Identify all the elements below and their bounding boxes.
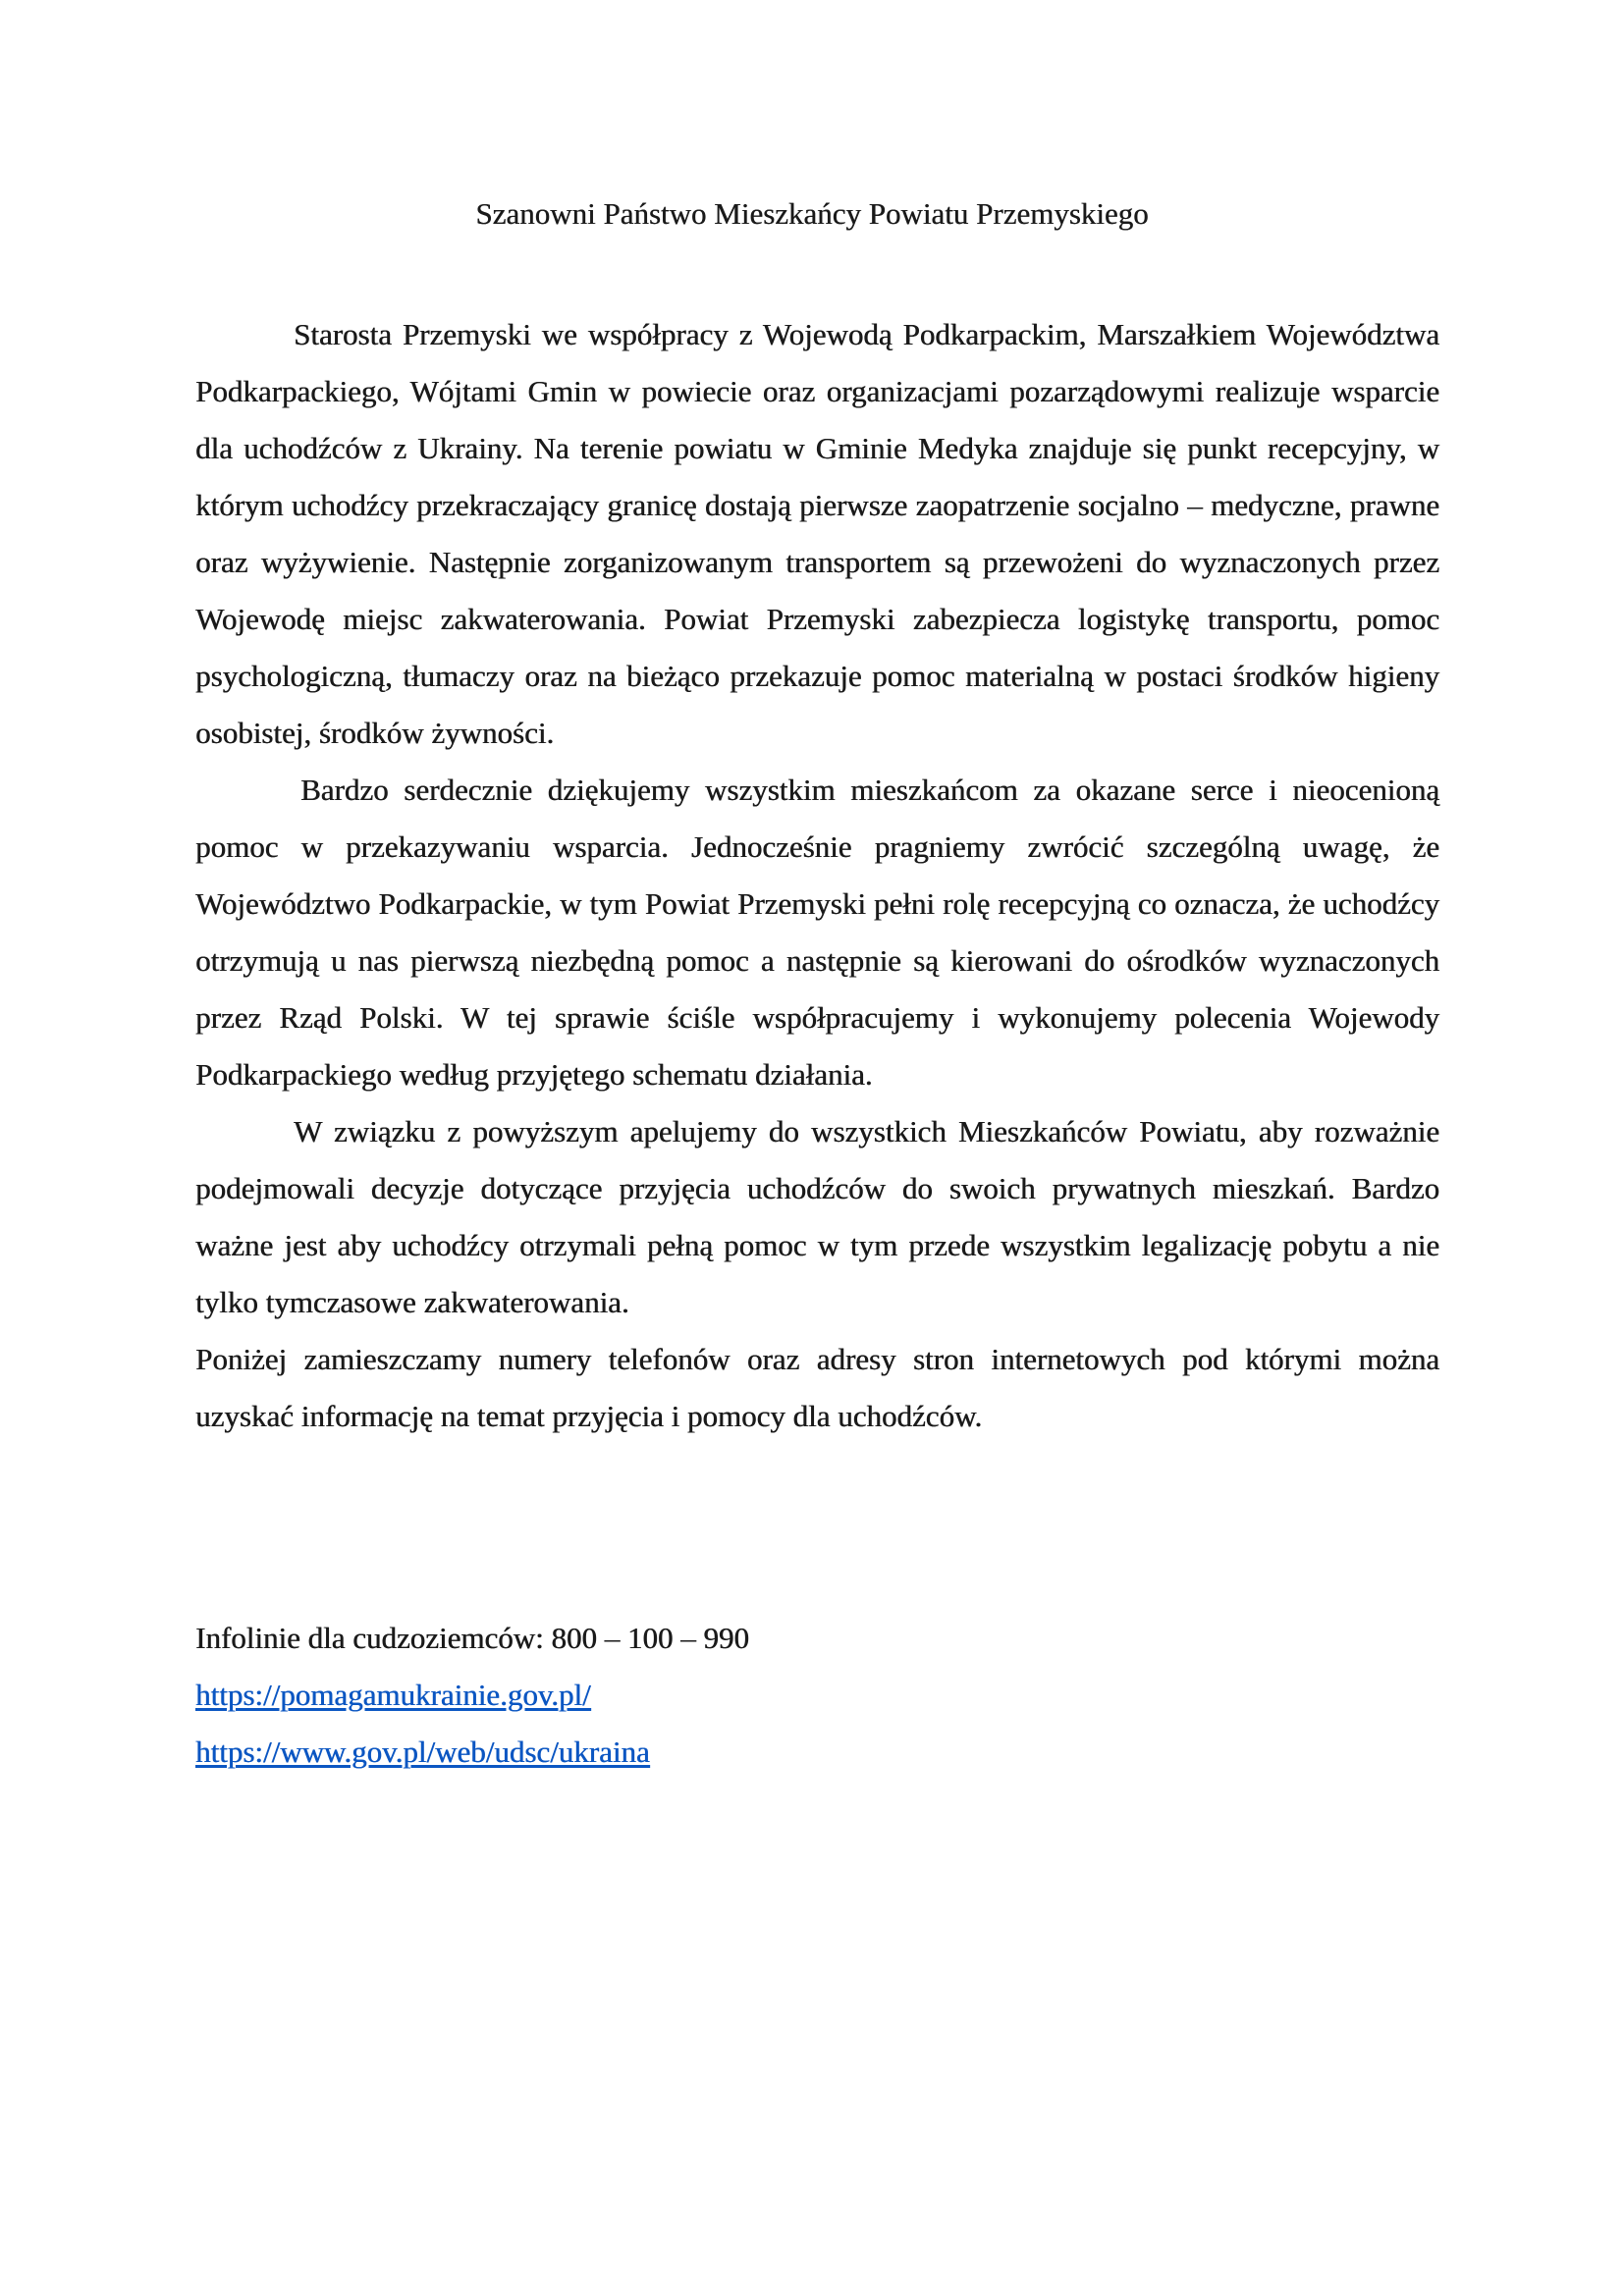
link-pomagamukrainie[interactable]: https://pomagamukrainie.gov.pl/ [195,1678,591,1712]
hotline-text: Infolinie dla cudzoziemców: 800 – 100 – 990 [195,1621,749,1655]
paragraph-appeal: W związku z powyższym apelujemy do wszystkich Mieszkańców Powiatu, aby rozważnie podejmowali decyzje dotyczące przyjęcia uchodźców do swoich prywatnych mieszkań. Bardzo ważne jest aby uchodźcy otrzymali pełną pomoc w tym przede wszystkim legalizację pobytu a nie tylko tymczasowe zakwaterowania. [195,1114,1439,1319]
link-line-pomagamukrainie [195,1667,1439,1724]
document-title: Szanowni Państwo Mieszkańcy Powiatu Przemyskiego [475,196,1149,231]
paragraph-contacts-intro: Poniżej zamieszczamy numery telefonów oraz adresy stron internetowych pod którymi można uzyskać informację na temat przyjęcia i pomocy dla uchodźców. [195,1342,1439,1433]
paragraph-thanks: Bardzo serdecznie dziękujemy wszystkim mieszkańcom za okazane serce i nieocenioną pomoc w przekazywaniu wsparcia. Jednocześnie pragniemy zwrócić szczególną uwagę, że Województwo Podkarpackie, w tym Powiat Przemyski pełni rolę recepcyjną co oznacza, że uchodźcy otrzymują u nas pierwszą niezbędną pomoc a następnie są kierowani do ośrodków wyznaczonych przez Rząd Polski. W tej sprawie ściśle współpracujemy i wykonujemy polecenia Wojewody Podkarpackiego według przyjętego schematu działania. [195,773,1439,1092]
link-udsc-ukraina[interactable]: https://www.gov.pl/web/udsc/ukraina [195,1735,650,1769]
paragraph-support-info: Starosta Przemyski we współpracy z Wojewodą Podkarpackim, Marszałkiem Województwa Podkarpackiego, Wójtami Gmin w powiecie oraz organizacjami pozarządowymi realizuje wsparcie dla uchodźców z Ukrainy. Na terenie powiatu w Gminie Medyka znajduje się punkt recepcyjny, w którym uchodźcy przekraczający granicę dostają pierwsze zaopatrzenie socjalno – medyczne, prawne oraz wyżywienie. Następnie zorganizowanym transportem są przewożeni do wyznaczonych przez Wojewodę miejsc zakwaterowania. Powiat Przemyski zabezpiecza logistykę transportu, pomoc psychologiczną, tłumaczy oraz na bieżąco przekazuje pomoc materialną w postaci środków higieny osobistej, środków żywności. [195,317,1439,750]
document-body [195,306,1439,1445]
link-line-udsc [195,1724,1439,1781]
contacts-section [195,1610,1439,1781]
